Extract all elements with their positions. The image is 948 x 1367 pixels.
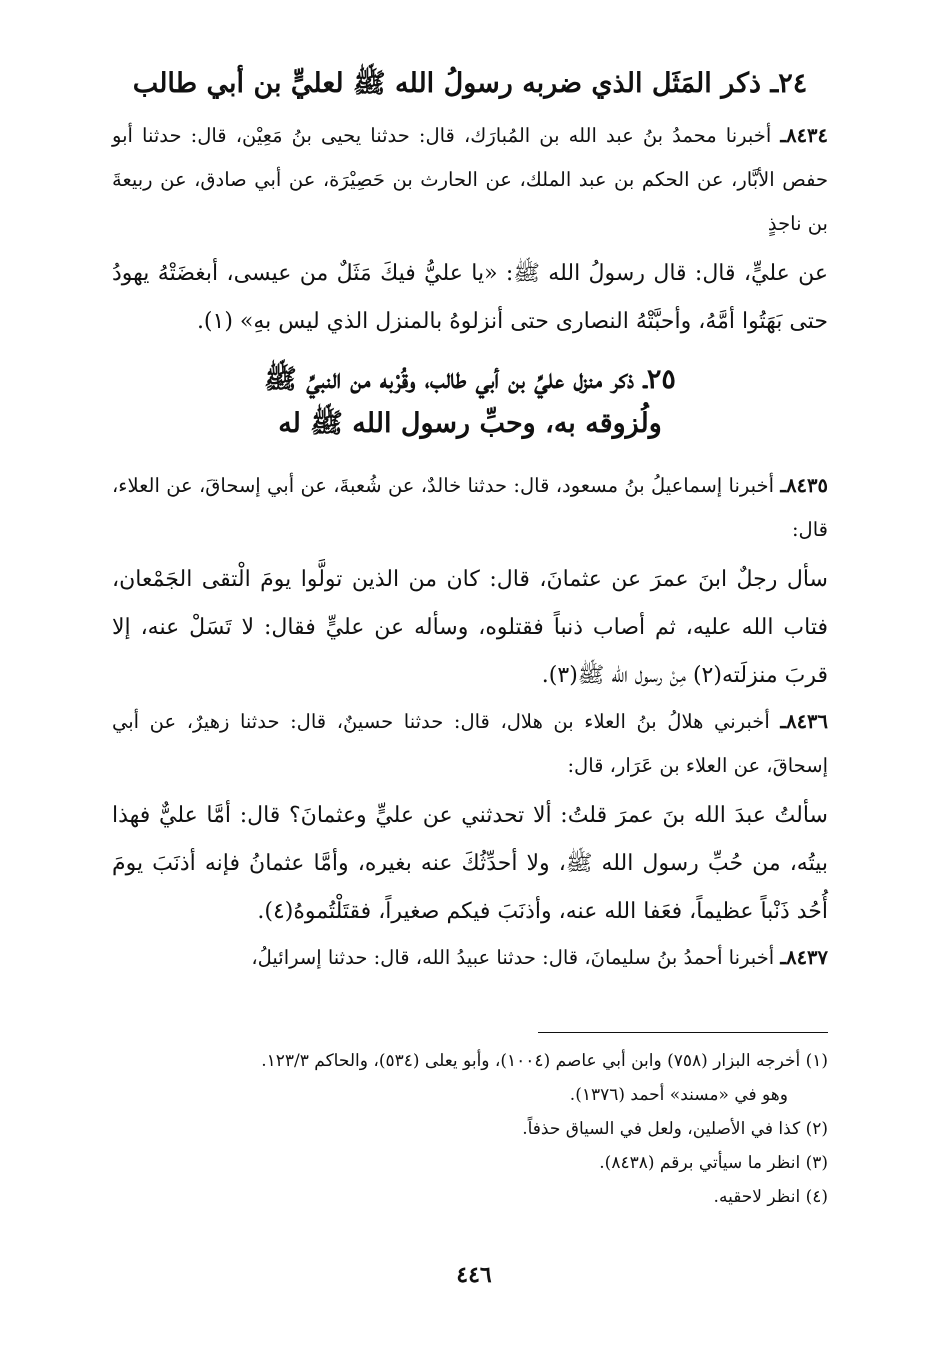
hadith-isnad <box>112 464 828 552</box>
hadith-isnad <box>112 700 828 788</box>
hadith-matn: عن عليٍّ، قال: قال رسولُ الله ﷺ: «يا عليُّ فيكَ مَثَلٌ من عيسى، أبغضَتْهُ يهودُ حتى بَهَتُوا أمَّهُ، وأحبَّتْهُ النصارى حتى أنزلوهُ بالمنزل الذي ليس بهِ» (١). <box>112 261 828 334</box>
page-number: ٤٤٦ <box>456 1262 492 1288</box>
hadith-isnad <box>112 936 828 980</box>
chapter-heading-24: ٢٤ـ ذكر المَثَل الذي ضربه رسولُ الله ﷺ لعليٍّ بن أبي طالب <box>132 68 808 99</box>
hadith-number: ٨٤٣٦ـ <box>780 710 828 733</box>
hadith-number: ٨٤٣٥ـ <box>780 474 828 497</box>
hadith-isnad <box>112 114 828 246</box>
footnote-2: (٢) كذا في الأصلين، ولعل في السياق حذفاً. <box>522 1119 828 1139</box>
hadith-8437 <box>112 936 828 980</box>
isnad-text: أخبرني هلالُ بنُ العلاء بن هلال، قال: حدثنا حسينٌ، قال: حدثنا زهيرٌ، عن أبي إسحاقَ، عن العلاء بن عَرَار، قال: <box>112 710 828 777</box>
hadith-number: ٨٤٣٤ـ <box>780 124 829 147</box>
footnote-4: (٤) انظر لاحقيه. <box>713 1187 828 1207</box>
hadith-8435 <box>112 464 828 700</box>
footnote-1-continuation: وهو في «مسند» أحمد (١٣٧٦). <box>569 1085 788 1105</box>
isnad-text: أخبرنا محمدُ بنُ عبد الله بن المُبارَك، قال: حدثنا يحيى بنُ مَعِيْن، قال: حدثنا أبو حفص الأبَّار، عن الحكم بن عبد الملك، عن الحارث بن حَصِيْرَة، عن أبي صادق، عن ربيعةَ بن ناجذٍ <box>112 124 828 235</box>
footnote-3: (٣) انظر ما سيأتي برقم (٨٤٣٨). <box>599 1153 828 1173</box>
isnad-text: أخبرنا أحمدُ بنُ سليمانَ، قال: حدثنا عبيدُ الله، قال: حدثنا إسرائيلُ، <box>251 946 775 969</box>
hadith-number: ٨٤٣٧ـ <box>780 946 828 969</box>
footnote-1: (١) أخرجه البزار (٧٥٨) وابن أبي عاصم (١٠٠٤)، وأبو يعلى (٥٣٤)، والحاكم ١٢٣/٣. <box>261 1051 828 1071</box>
isnad-text: أخبرنا إسماعيلُ بنُ مسعود، قال: حدثنا خالدٌ، عن شُعبةَ، عن أبي إسحاقَ، عن العلاء، قال: <box>112 474 828 541</box>
footnote-separator <box>538 1032 828 1033</box>
chapter-heading-25 <box>112 358 828 446</box>
hadith-8436 <box>112 700 828 936</box>
hadith-matn: سألتُ عبدَ الله بنَ عمرَ قلتُ: ألا تحدثني عن عليٍّ وعثمانَ؟ قال: أمَّا عليٌّ فهذا بيتُه، من حُبِّ رسول الله ﷺ، ولا أحدِّثُكَ عنه بغيره، وأمَّا عثمانُ فإنه أذنَبَ يومَ أُحُد ذَنْباً عظيماً، فعَفا الله عنه، وأذنَبَ فيكم صغيراً، فقتَلْتُموهُ(٤). <box>112 803 828 924</box>
hadith-8434 <box>112 114 828 346</box>
chapter-heading-25-line1: ٢٥ـ ذكر منزل عليِّ بن أبي طالب، وقُرْبه من النبيِّ ﷺ <box>264 364 676 395</box>
chapter-heading-25-line2: ولُزوقه به، وحبِّ رسول الله ﷺ له <box>278 408 662 439</box>
hadith-matn: سأل رجلٌ ابنَ عمرَ عن عثمانَ، قال: كان من الذين تولَّوا يومَ الْتقى الجَمْعان، فتاب الله عليه، ثم أصاب ذنباً فقتلوه، وسأله عن عليٍّ فقال: لا تَسَلْ عنه، إلا قربَ منزلَته(٢) مِنْ رسول الله ﷺ(٣). <box>112 567 828 688</box>
footnotes <box>112 1044 828 1214</box>
